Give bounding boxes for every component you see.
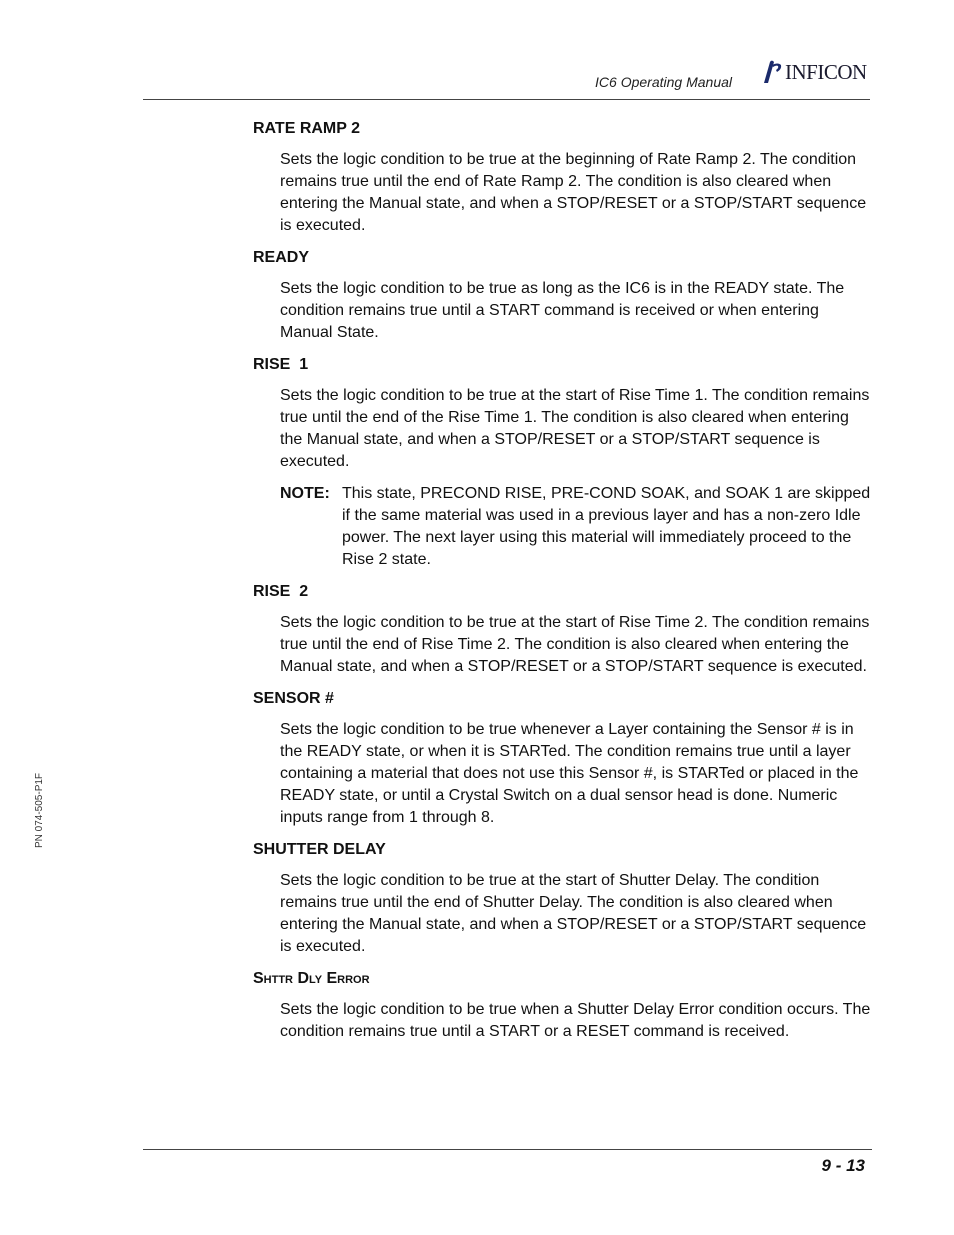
entry-heading: READY bbox=[253, 249, 310, 266]
entry-heading: SHUTTER DELAY bbox=[253, 841, 386, 858]
inficon-logo-mark-icon bbox=[760, 60, 782, 84]
entry-heading: SENSOR # bbox=[253, 690, 334, 707]
entry-heading: RATE RAMP 2 bbox=[253, 120, 360, 137]
entry-body: Sets the logic condition to be true when a Shutter Delay Error condition occurs. The condition remains true until a START or a RESET command is received. bbox=[280, 1001, 871, 1040]
entry-body: Sets the logic condition to be true at the start of Rise Time 2. The condition remains true until the end of Rise Time 2. The condition is also cleared when entering the Manual state, and when a STOP/RESET or a STOP/START sequence is executed. bbox=[280, 614, 870, 675]
entry-shttr-dly-error bbox=[253, 968, 873, 1043]
entry-rate-ramp-2 bbox=[253, 118, 873, 237]
entry-heading: Shttr Dly Error bbox=[253, 970, 370, 987]
header-manual-title: IC6 Operating Manual bbox=[595, 74, 732, 90]
entry-rise-2 bbox=[253, 581, 873, 678]
footer-rule bbox=[143, 1149, 872, 1150]
note-text: This state, PRECOND RISE, PRE-COND SOAK, and SOAK 1 are skipped if the same material was used in a previous layer and has a non-zero Idle power. The next layer using this material will immediately proceed to the Rise 2 state. bbox=[342, 485, 871, 568]
note bbox=[280, 483, 872, 571]
entry-shutter-delay bbox=[253, 839, 873, 958]
entry-rise-1 bbox=[253, 354, 873, 571]
entry-heading: RISE 1 bbox=[253, 356, 309, 373]
entry-ready bbox=[253, 247, 873, 344]
main-content bbox=[253, 118, 873, 1053]
entry-body: Sets the logic condition to be true at the start of Rise Time 1. The condition remains true until the end of the Rise Time 1. The condition is also cleared when entering the Manual state, and when a STOP/RESET or a STOP/START sequence is executed. bbox=[280, 387, 870, 470]
page-number: 9 - 13 bbox=[821, 1156, 865, 1175]
entry-sensor bbox=[253, 688, 873, 829]
entry-heading: RISE 2 bbox=[253, 583, 309, 600]
entry-body: Sets the logic condition to be true at the beginning of Rate Ramp 2. The condition remains true until the end of Rate Ramp 2. The condition is also cleared when entering the Manual state, and when a STOP/RESET or a STOP/START sequence is executed. bbox=[280, 151, 867, 234]
entry-body: Sets the logic condition to be true at the start of Shutter Delay. The condition remains true until the end of Shutter Delay. The condition is also cleared when entering the Manual state, and when a STOP/RESET or a STOP/START sequence is executed. bbox=[280, 872, 867, 955]
inficon-logo bbox=[760, 60, 867, 84]
note-label: NOTE: bbox=[280, 485, 330, 502]
part-number: PN 074-505-P1F bbox=[34, 772, 45, 848]
logo-text: INFICON bbox=[785, 59, 867, 84]
entry-body: Sets the logic condition to be true whenever a Layer containing the Sensor # is in the READY state, or when it is STARTed. The condition remains true until a layer containing a material that does not use this Sensor #, is STARTed or placed in the READY state, or until a Crystal Switch on a dual sensor head is done. Numeric inputs range from 1 through 8. bbox=[280, 721, 859, 826]
header-rule bbox=[143, 99, 870, 100]
entry-body: Sets the logic condition to be true as long as the IC6 is in the READY state. The condition remains true until a START command is received or when entering Manual State. bbox=[280, 280, 845, 341]
